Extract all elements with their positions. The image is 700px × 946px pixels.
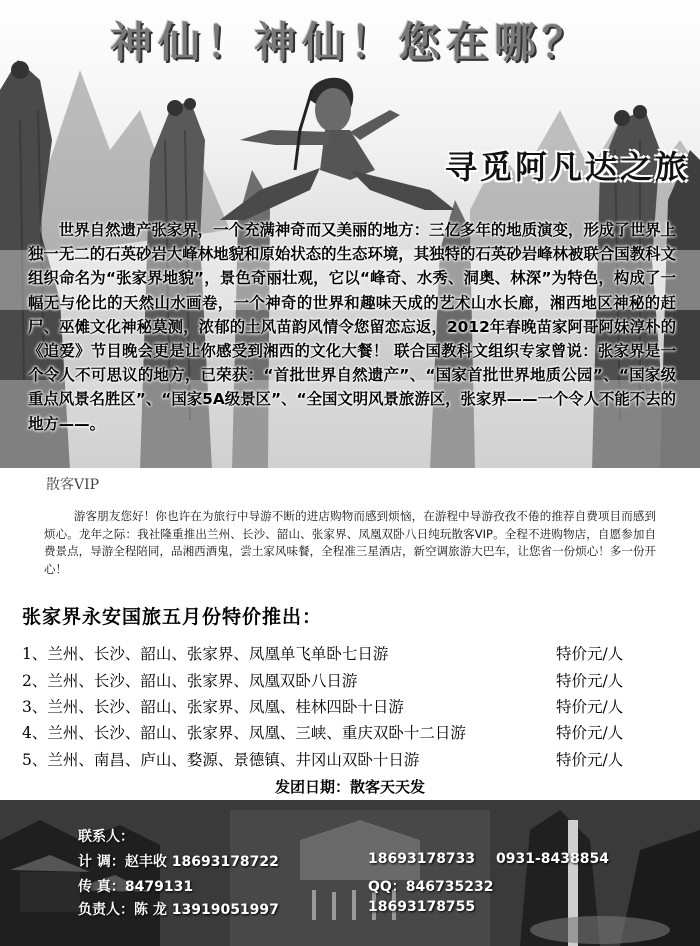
route-name: 4、兰州、长沙、韶山、张家界、凤凰、三峡、重庆双卧十二日游 xyxy=(22,724,466,742)
route-name: 1、兰州、长沙、韶山、张家界、凤凰单飞单卧七日游 xyxy=(22,645,389,663)
hero-banner xyxy=(0,0,700,468)
tour-route-item xyxy=(22,721,682,746)
scenic-photo-collage xyxy=(0,800,700,946)
intro-paragraph: 世界自然遗产张家界，一个充满神奇而又美丽的地方：三亿多年的地质演变，形成了世界上独一无二的石英砂岩大峰林地貌和原始状态的生态环境，其独特的石英砂岩峰林被联合国教科文组织命名为“张家界地貌”，景色奇丽壮观，它以“峰奇、水秀、洞奥、林深”为特色，构成了一幅无与伦比的天然山水画卷，一个神奇的世界和趣味天成的艺术山水长廊，湘西地区神秘的赶尸、巫傩文化神秘莫测，浓郁的土风苗韵风情令您留恋忘返，2012年春晚苗家阿哥阿妹淳朴的《追爱》节目晚会更是让你感受到湘西的文化大餐！ 联合国教科文组织专家曾说：张家界是一个令人不可思议的地方，已荣获：“首批世界自然遗产”、“国家首批世界地质公园”、“国家级重点风景名胜区”、“国家5A级景区”、“全国文明风景旅游区，张家界——一个令人不能不去的地方——。 xyxy=(28,221,676,433)
tour-route-item xyxy=(22,642,682,667)
tour-route-item xyxy=(22,748,682,773)
route-price: 特价元/人 xyxy=(556,698,624,716)
route-name: 5、兰州、南昌、庐山、婺源、景德镇、井冈山双卧十日游 xyxy=(22,751,420,769)
contact-manager-phone-2: 18693178755 xyxy=(368,899,476,915)
tour-route-item xyxy=(22,695,682,720)
contact-planner: 计 调：赵丰收 18693178722 xyxy=(78,854,279,870)
route-price: 特价元/人 xyxy=(556,751,624,769)
vip-heading: 散客VIP xyxy=(46,477,100,493)
route-name: 2、兰州、长沙、韶山、张家界、凤凰双卧八日游 xyxy=(22,672,358,690)
contact-fax: 传 真：8479131 xyxy=(78,879,194,895)
route-price: 特价元/人 xyxy=(556,724,624,742)
tours-heading: 张家界永安国旅五月份特价推出： xyxy=(22,606,323,628)
vip-paragraph: 游客朋友您好！你也许在为旅行中导游不断的进店购物而感到烦恼，在游程中导游孜孜不倦的推荐自费项目而感到烦心。龙年之际：我社隆重推出兰州、长沙、韶山、张家界、凤凰双卧八日纯玩散客VIP。全程不进购物店，自愿参加自费景点，导游全程陪同，品湘西酒鬼，尝土家风味餐，全程准三星酒店，新空调旅游大巴车，让您省一份烦心！多一份开心！ xyxy=(44,509,656,576)
route-price: 特价元/人 xyxy=(556,672,624,690)
main-title: 神仙！神仙！您在哪？ xyxy=(109,18,590,67)
contact-planner-phone-3: 0931-8438854 xyxy=(496,851,609,867)
avatar-character-image xyxy=(200,70,470,230)
contact-footer xyxy=(0,800,700,946)
contact-qq: QQ：846735232 xyxy=(368,879,494,895)
contact-manager: 负责人：陈 龙 13919051997 xyxy=(78,902,279,918)
tour-route-item xyxy=(22,669,682,694)
contact-planner-phone-2: 18693178733 xyxy=(368,851,476,867)
route-name: 3、兰州、长沙、韶山、张家界、凤凰、桂林四卧十日游 xyxy=(22,698,404,716)
route-price: 特价元/人 xyxy=(556,645,624,663)
sub-title: 寻觅阿凡达之旅 xyxy=(444,148,690,186)
departure-date: 发团日期：散客天天发 xyxy=(274,778,425,796)
contact-heading: 联系人： xyxy=(78,829,134,845)
